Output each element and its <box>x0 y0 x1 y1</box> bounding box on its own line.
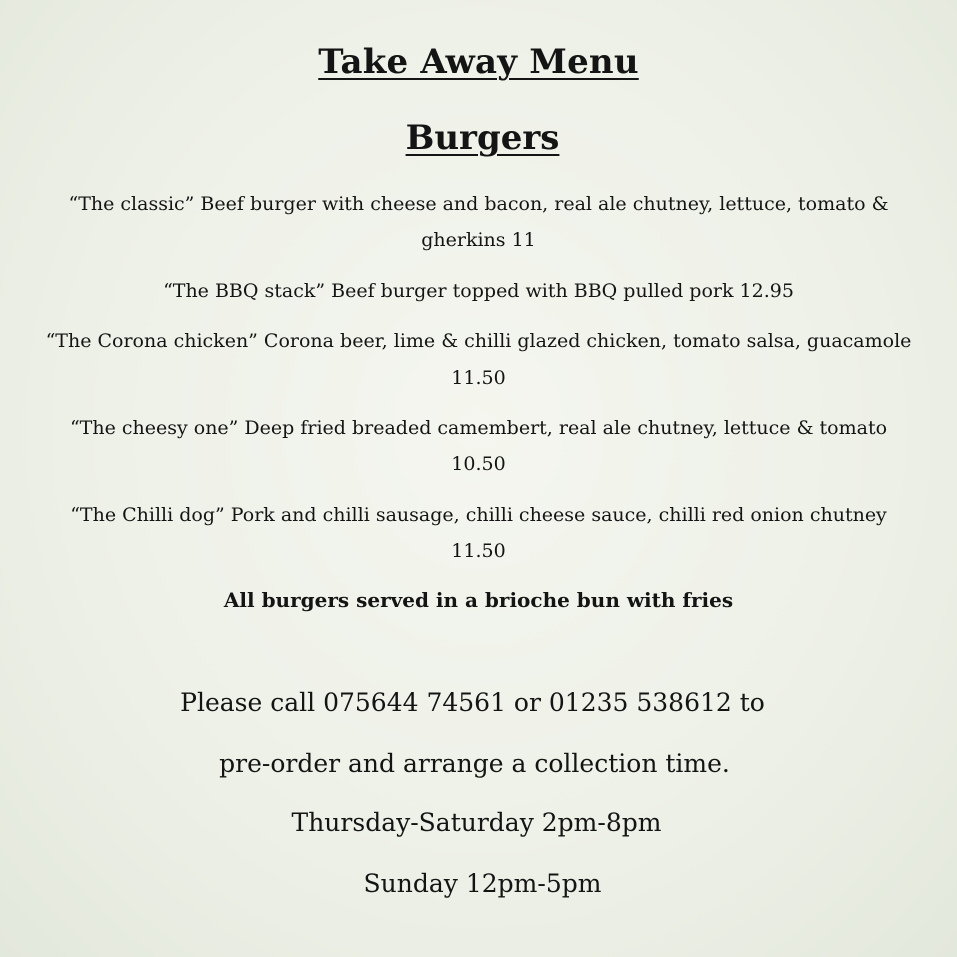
menu-item-bbq-stack: “The BBQ stack” Beef burger topped with BBQ pulled pork 12.95 <box>163 280 794 302</box>
menu-item-classic: “The classic” Beef burger with cheese and bacon, real ale chutney, lettuce, tomato & <box>68 193 889 215</box>
menu-item-cheesy-one-price: 10.50 <box>451 453 506 475</box>
menu-title: Take Away Menu <box>318 42 639 82</box>
menu-item-chilli-dog-price: 11.50 <box>451 540 506 562</box>
opening-hours-weekday: Thursday-Saturday 2pm-8pm <box>291 808 662 837</box>
contact-preorder-line: pre-order and arrange a collection time. <box>219 749 730 778</box>
menu-item-chilli-dog: “The Chilli dog” Pork and chilli sausage, chilli cheese sauce, chilli red onion chutney <box>70 504 887 526</box>
section-heading-burgers: Burgers <box>405 118 560 158</box>
menu-item-classic-price: gherkins 11 <box>421 229 536 251</box>
menu-item-cheesy-one: “The cheesy one” Deep fried breaded camembert, real ale chutney, lettuce & tomato <box>69 417 888 439</box>
menu-item-corona-chicken: “The Corona chicken” Corona beer, lime & chilli glazed chicken, tomato salsa, guacamole <box>45 330 912 352</box>
burger-serving-note: All burgers served in a brioche bun with fries <box>223 588 734 612</box>
contact-phone-line: Please call 075644 74561 or 01235 538612 to <box>180 688 765 717</box>
menu-item-corona-chicken-price: 11.50 <box>451 367 506 389</box>
opening-hours-sunday: Sunday 12pm-5pm <box>363 869 602 898</box>
